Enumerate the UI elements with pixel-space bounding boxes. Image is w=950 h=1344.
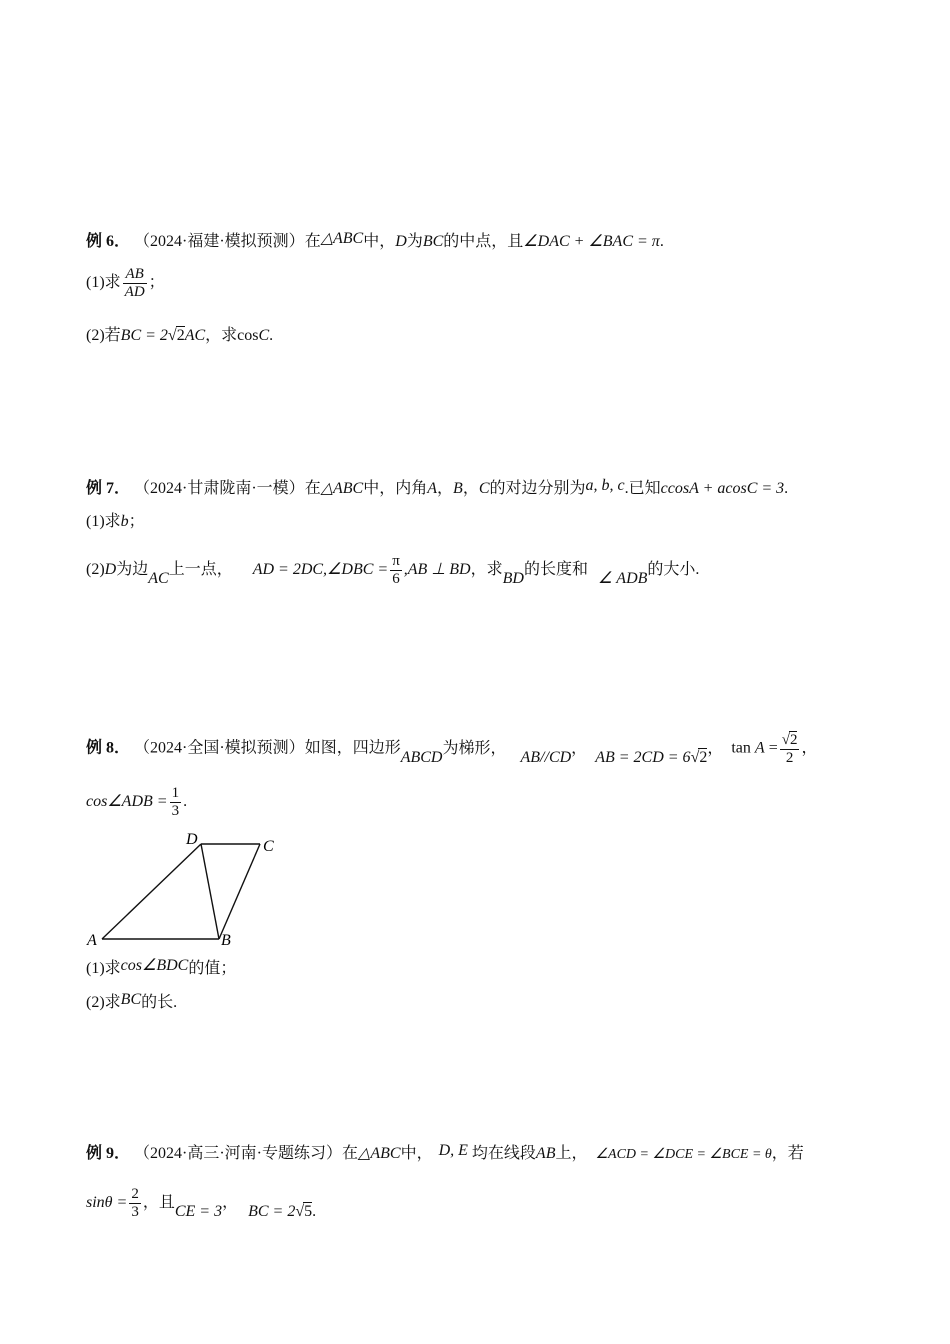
ex6-q2-cos: cos — [237, 327, 259, 344]
ex8-q2-prefix: (2)求 — [86, 994, 121, 1011]
ex9-label: 例 9． — [86, 1145, 131, 1162]
ex6-triangle: △ABC — [320, 230, 364, 247]
ex6-q1-fraction — [123, 266, 147, 301]
segment-db — [201, 844, 219, 939]
vertex-label-a: A — [87, 932, 97, 948]
ex8-length-radicand: 2 — [699, 748, 708, 766]
ex7-text: 的对边分别为 — [489, 480, 586, 497]
ex7-q2-text: 的大小. — [647, 561, 700, 579]
ex9-triangle: △ABC — [358, 1145, 401, 1162]
ex9-sin-fraction — [129, 1186, 141, 1221]
ex6-stem — [86, 231, 664, 253]
ex9-source: （2024·高三·河南·专题练习） — [134, 1145, 343, 1162]
segment-cb — [219, 844, 260, 939]
sqrt-sign: √ — [167, 327, 177, 344]
ex9-stem-cont — [86, 1186, 316, 1221]
ex9-text: 均在线段 — [471, 1145, 536, 1162]
ex9-angles: ∠ACD = ∠DCE = ∠BCE = θ — [595, 1147, 772, 1162]
ex7-text: .已知 — [624, 480, 661, 497]
ex6-condition: ∠DAC + ∠BAC = π — [523, 233, 660, 250]
ex6-q2-end: . — [269, 327, 274, 344]
ex7-sides: a, b, c — [585, 477, 625, 494]
ex6-q2-lhs: BC = 2 — [120, 327, 168, 344]
ex7-q2 — [86, 553, 699, 588]
ex7-q2-cond2: ,AB ⊥ BD — [403, 561, 471, 579]
sqrt-sign: √ — [690, 748, 700, 766]
ex7-angle-c: C — [478, 480, 490, 497]
ex7-q2-cond1: AD = 2DC,∠DBC = — [252, 561, 389, 579]
ex8-tan-eq: = — [768, 739, 778, 757]
ex7-q2-text: 为边 — [116, 561, 149, 579]
fraction-numerator: 2 — [131, 1186, 139, 1202]
ex7-stem — [86, 478, 788, 500]
ex9-points: D, E — [438, 1142, 468, 1159]
ex8-q1 — [86, 958, 236, 980]
ex9-text: 上， — [555, 1145, 588, 1162]
segment-ad — [102, 844, 201, 939]
vertex-label-d: D — [186, 831, 198, 848]
fraction-denominator: 2 — [785, 750, 794, 766]
sqrt-sign: √ — [295, 1203, 305, 1221]
fraction-denominator: 3 — [131, 1204, 139, 1220]
vertex-label-b: B — [221, 932, 231, 948]
ex7-text: ， — [437, 480, 454, 497]
ex9-text: ，若 — [771, 1145, 804, 1162]
ex7-q2-prefix: (2) — [86, 561, 105, 579]
ex7-q2-ac: AC — [148, 570, 169, 588]
ex8-text: ， — [707, 739, 724, 757]
ex7-q1-prefix: (1)求 — [86, 513, 121, 530]
ex8-q1-end: 的值； — [188, 960, 237, 977]
ex7-condition: ccosA + acosC = 3 — [660, 480, 785, 497]
ex8-q1-prefix: (1)求 — [86, 960, 121, 977]
ex8-length: AB = 2CD = 6 — [595, 748, 691, 766]
ex6-source: （2024·福建·模拟预测） — [134, 233, 305, 250]
ex8-q2-end: 的长. — [141, 994, 178, 1011]
ex7-q2-bd: BD — [502, 570, 524, 588]
ex8-cos-lhs: cos∠ADB = — [86, 793, 168, 811]
fraction-numerator: AB — [123, 266, 147, 284]
ex8-stem-cont — [86, 785, 187, 820]
ex9-segment-ab: AB — [535, 1145, 556, 1162]
fraction-numerator: 1 — [171, 785, 180, 801]
fraction-denominator: 3 — [171, 803, 180, 819]
ex8-source: （2024·全国·模拟预测） — [134, 739, 305, 757]
ex8-tan-radicand: 2 — [789, 732, 798, 748]
ex7-q2-adb: ∠ ADB — [597, 570, 648, 588]
ex8-text: 如图，四边形 — [304, 739, 401, 757]
ex9-bc: BC = 2 — [248, 1203, 296, 1221]
ex6-q2-c: C — [258, 327, 270, 344]
ex9-text: 在 — [342, 1145, 359, 1162]
ex7-q2-d: D — [104, 561, 117, 579]
ex6-text: 为 — [406, 233, 423, 250]
ex9-bc-radicand: 5 — [304, 1203, 313, 1221]
ex9-ce: CE = 3 — [174, 1203, 223, 1221]
ex8-q2 — [86, 992, 177, 1014]
ex7-label: 例 7． — [86, 480, 131, 497]
ex6-q2-prefix: (2)若 — [86, 327, 121, 344]
ex8-q1-expr: cos∠BDC — [120, 957, 189, 974]
ex8-text: 为梯形， — [442, 739, 507, 757]
ex7-text: ， — [462, 480, 479, 497]
ex6-point-d: D — [395, 233, 407, 250]
ex6-segment-bc: BC — [422, 233, 444, 250]
ex8-parallel: AB//CD — [520, 748, 572, 766]
ex7-triangle: △ABC — [320, 480, 364, 497]
ex6-q2-radicand: 2 — [176, 327, 185, 344]
ex9-sin: sinθ = — [86, 1194, 128, 1212]
ex6-label: 例 6． — [86, 233, 131, 250]
ex6-text: 中， — [363, 233, 396, 250]
ex7-q2-text: 的长度和 — [523, 561, 588, 579]
fraction-denominator: 6 — [392, 571, 400, 587]
ex6-q2-rhs: AC — [184, 327, 206, 344]
trapezoid-figure — [80, 828, 300, 948]
ex6-q1-prefix: (1)求 — [86, 274, 121, 292]
ex6-q2 — [86, 325, 273, 347]
ex8-tan-fraction — [780, 731, 800, 767]
ex8-cos-fraction — [170, 785, 182, 820]
ex7-q2-fraction — [390, 553, 402, 588]
ex7-q2-text: 上一点， — [168, 561, 233, 579]
ex6-q1 — [86, 266, 165, 301]
ex8-stem — [86, 731, 817, 767]
ex9-text: ，且 — [142, 1194, 175, 1212]
ex6-text: . — [659, 233, 664, 250]
fraction-numerator: π — [392, 553, 400, 569]
ex7-text: . — [784, 480, 789, 497]
ex8-tan: tan — [731, 739, 751, 757]
ex8-label: 例 8． — [86, 739, 131, 757]
ex7-angle-b: B — [453, 480, 463, 497]
ex8-text: . — [183, 793, 188, 811]
ex8-tan-a: A — [754, 739, 765, 757]
ex7-text: 中，内角 — [363, 480, 428, 497]
ex8-text: ， — [801, 739, 818, 757]
ex9-text: . — [312, 1203, 317, 1221]
fraction-numerator: √2 — [781, 732, 798, 748]
ex6-text: 在 — [304, 233, 321, 250]
ex8-quadrilateral: ABCD — [400, 748, 443, 766]
ex9-stem — [86, 1143, 804, 1166]
ex6-text: 的中点，且 — [443, 233, 524, 250]
ex9-text: ， — [222, 1194, 239, 1212]
ex9-text: 中， — [400, 1145, 433, 1162]
ex7-q1-var: b — [120, 513, 129, 530]
ex7-q2-text: ，求 — [470, 561, 503, 579]
ex7-source: （2024·甘肃陇南·一模） — [134, 480, 305, 497]
ex8-text: ， — [571, 739, 588, 757]
ex7-angle-a: A — [427, 480, 438, 497]
ex7-q1-end: ； — [128, 513, 145, 530]
ex7-text: 在 — [304, 480, 321, 497]
ex8-q2-bc: BC — [120, 991, 142, 1008]
ex6-q2-mid: ，求 — [205, 327, 238, 344]
vertex-label-c: C — [263, 838, 274, 855]
ex7-q1 — [86, 511, 145, 533]
ex6-q1-end: ； — [148, 274, 165, 292]
fraction-denominator: AD — [124, 284, 145, 300]
